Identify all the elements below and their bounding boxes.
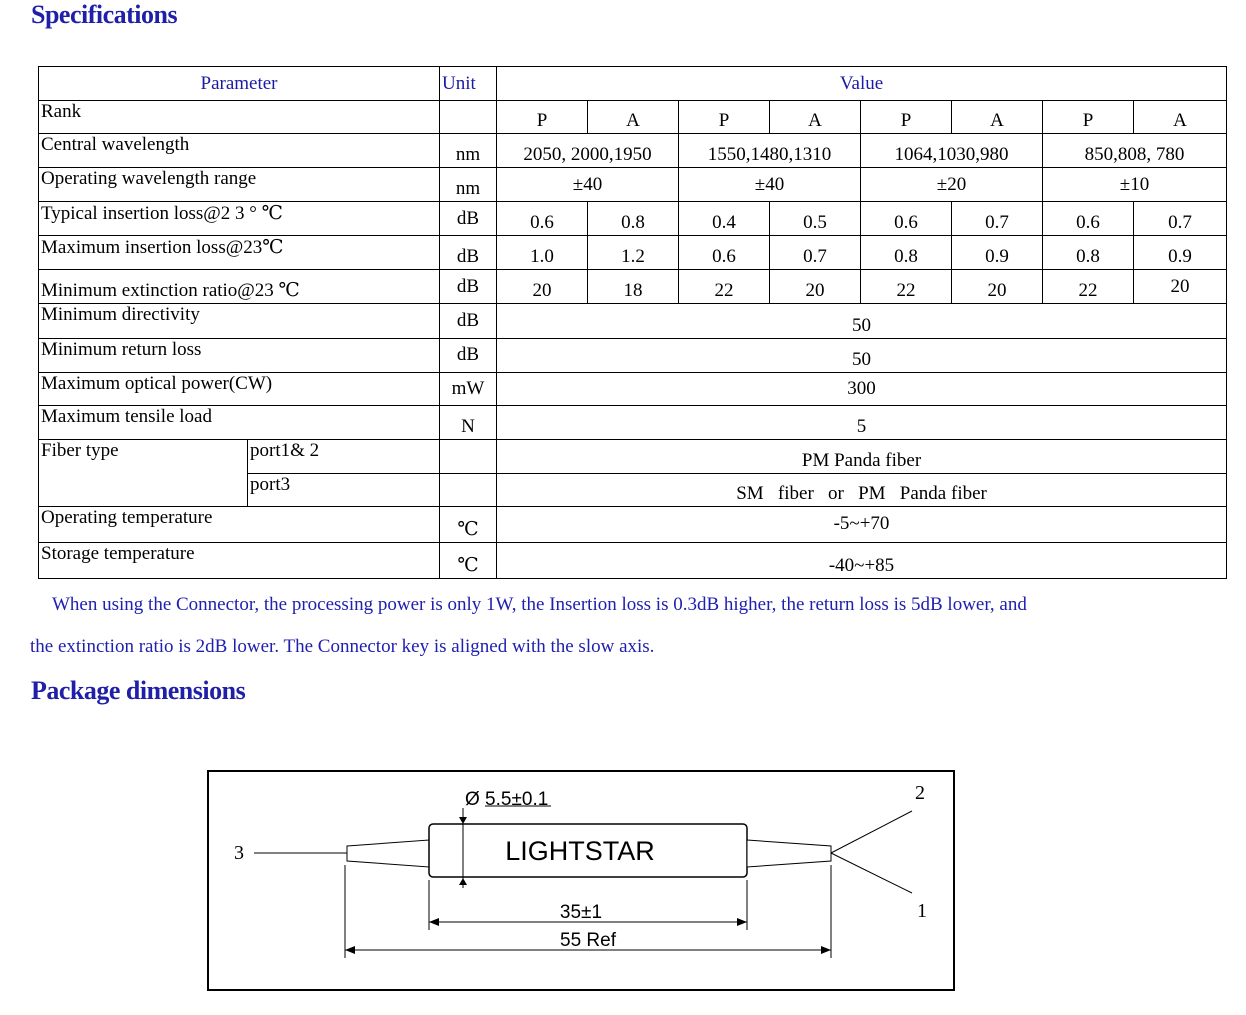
rank-cell: P — [679, 101, 770, 134]
port3-label: 3 — [234, 842, 244, 864]
table-header-row — [39, 67, 1227, 101]
value-cell: ±40 — [679, 168, 861, 202]
unit-cell: dB — [440, 202, 497, 236]
value-cell: -40~+85 — [497, 542, 1227, 578]
table-row — [39, 236, 1227, 270]
rank-cell: P — [861, 101, 952, 134]
specifications-heading: Specifications — [31, 0, 178, 29]
value-cell: 20 — [952, 270, 1043, 304]
rank-cell: A — [588, 101, 679, 134]
parameter-header: Parameter — [39, 67, 440, 101]
param-label: Rank — [39, 101, 440, 134]
value-cell: 0.6 — [679, 236, 770, 270]
unit-cell: dB — [440, 304, 497, 338]
value-cell: 0.9 — [952, 236, 1043, 270]
value-cell: 850,808, 780 — [1043, 134, 1227, 168]
connector-note-line2: the extinction ratio is 2dB lower. The Connector key is aligned with the slow axis. — [30, 636, 655, 657]
unit-cell: mW — [440, 372, 497, 405]
param-label: Maximum optical power(CW) — [39, 372, 440, 405]
specifications-table — [38, 66, 1227, 579]
unit-cell: dB — [440, 270, 497, 304]
value-cell: 0.8 — [588, 202, 679, 236]
value-cell: 0.7 — [770, 236, 861, 270]
value-cell: 0.5 — [770, 202, 861, 236]
unit-cell: dB — [440, 236, 497, 270]
value-cell: 50 — [497, 304, 1227, 338]
value-cell: 1.2 — [588, 236, 679, 270]
rank-cell: A — [952, 101, 1043, 134]
table-row — [39, 304, 1227, 338]
value-cell: 0.6 — [497, 202, 588, 236]
value-cell: 20 — [770, 270, 861, 304]
table-row — [39, 202, 1227, 236]
package-dimensions-drawing — [207, 770, 955, 991]
unit-cell — [440, 473, 497, 506]
param-label: Maximum tensile load — [39, 405, 440, 439]
value-cell: 0.6 — [861, 202, 952, 236]
param-label: Operating temperature — [39, 506, 440, 542]
unit-cell: dB — [440, 338, 497, 372]
table-row — [39, 506, 1227, 542]
value-cell: 300 — [497, 372, 1227, 405]
port2-label: 2 — [915, 782, 925, 804]
connector-note-line1: When using the Connector, the processing power is only 1W, the Insertion loss is 0.3dB higher, the return loss is 5dB lower, and — [52, 594, 1027, 615]
table-row — [39, 270, 1227, 304]
value-cell: 0.6 — [1043, 202, 1134, 236]
table-row — [39, 101, 1227, 134]
port1-label: 1 — [917, 900, 927, 922]
param-label: Typical insertion loss@2 3 ° ℃ — [39, 202, 440, 236]
unit-cell: ℃ — [440, 506, 497, 542]
unit-cell: nm — [440, 168, 497, 202]
unit-cell: ℃ — [440, 542, 497, 578]
rank-cell: P — [497, 101, 588, 134]
table-row — [39, 134, 1227, 168]
body-length-label: 35±1 — [559, 902, 603, 923]
value-cell: 20 — [497, 270, 588, 304]
drawing-frame — [208, 771, 954, 990]
param-label: Central wavelength — [39, 134, 440, 168]
table-row — [39, 542, 1227, 578]
value-cell: 1.0 — [497, 236, 588, 270]
value-cell: 0.7 — [1134, 202, 1227, 236]
sub-param-label: port3 — [248, 473, 440, 506]
param-label: Minimum return loss — [39, 338, 440, 372]
value-cell: 0.7 — [952, 202, 1043, 236]
value-cell: 1550,1480,1310 — [679, 134, 861, 168]
param-label: Storage temperature — [39, 542, 440, 578]
table-row — [39, 338, 1227, 372]
param-label: Fiber type — [39, 439, 248, 506]
total-length-label: 55 Ref — [560, 930, 616, 951]
unit-cell: nm — [440, 134, 497, 168]
value-cell: 0.8 — [861, 236, 952, 270]
value-cell: PM Panda fiber — [497, 439, 1227, 473]
value-header: Value — [497, 67, 1227, 101]
value-cell: 22 — [861, 270, 952, 304]
value-cell: 1064,1030,980 — [861, 134, 1043, 168]
param-label: Maximum insertion loss@23℃ — [39, 236, 440, 270]
value-cell: -5~+70 — [497, 506, 1227, 542]
param-label: Operating wavelength range — [39, 168, 440, 202]
unit-cell: N — [440, 405, 497, 439]
value-cell: 0.9 — [1134, 236, 1227, 270]
package-dimensions-heading: Package dimensions — [31, 676, 246, 705]
value-cell: ±40 — [497, 168, 679, 202]
param-label: Minimum extinction ratio@23 ℃ — [39, 270, 440, 304]
brand-label: LIGHTSTAR — [505, 836, 655, 866]
value-cell: 0.4 — [679, 202, 770, 236]
value-cell: 20 — [1134, 270, 1227, 304]
param-label: Minimum directivity — [39, 304, 440, 338]
value-cell: ±10 — [1043, 168, 1227, 202]
rank-cell: A — [1134, 101, 1227, 134]
value-cell: 18 — [588, 270, 679, 304]
value-cell: 50 — [497, 338, 1227, 372]
value-cell: ±20 — [861, 168, 1043, 202]
value-cell: SM fiber or PM Panda fiber — [497, 473, 1227, 506]
value-cell: 22 — [679, 270, 770, 304]
value-cell: 22 — [1043, 270, 1134, 304]
sub-param-label: port1& 2 — [248, 439, 440, 473]
value-cell: 5 — [497, 405, 1227, 439]
table-row — [39, 439, 1227, 473]
unit-cell — [440, 101, 497, 134]
rank-cell: P — [1043, 101, 1134, 134]
unit-header: Unit — [440, 67, 497, 101]
value-cell: 2050, 2000,1950 — [497, 134, 679, 168]
rank-cell: A — [770, 101, 861, 134]
table-row — [39, 168, 1227, 202]
table-row — [39, 372, 1227, 405]
diameter-label: Ø 5.5±0.1 — [465, 789, 549, 810]
unit-cell — [440, 439, 497, 473]
value-cell: 0.8 — [1043, 236, 1134, 270]
table-row — [39, 405, 1227, 439]
